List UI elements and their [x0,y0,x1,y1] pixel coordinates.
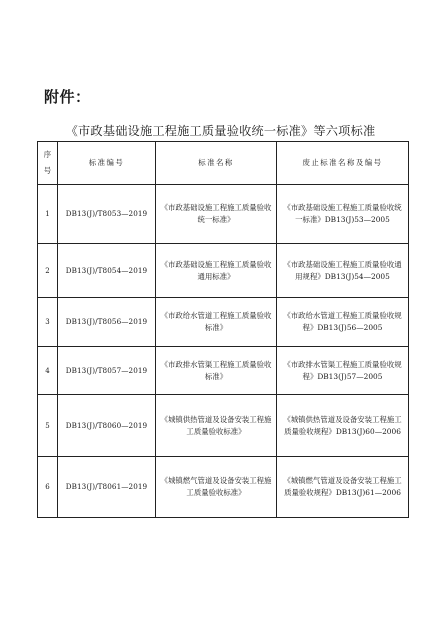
row-replaced-standard: 《城镇燃气管道及设备安装工程施工质量验收规程》DB13(J)61—2006 [277,457,409,518]
row-standard-name: 《市政给水管道工程施工质量验收标准》 [156,298,277,347]
column-header-seq: 序号 [38,142,58,185]
row-standard-code: DB13(J)/T8060—2019 [58,395,156,457]
row-standard-name: 《城镇供热管道及设备安装工程施工质量验收标准》 [156,395,277,457]
row-standard-name: 《市政基础设施工程施工质量验收通用标准》 [156,244,277,298]
column-header-code: 标准编号 [58,142,156,185]
row-seq: 4 [38,347,58,395]
row-seq: 1 [38,185,58,244]
table-row [38,298,409,347]
row-standard-code: DB13(J)/T8057—2019 [58,347,156,395]
row-standard-name: 《城镇燃气管道及设备安装工程施工质量验收标准》 [156,457,277,518]
table-row [38,457,409,518]
row-replaced-standard: 《市政基础设施工程施工质量验收通用规程》DB13(J)54—2005 [277,244,409,298]
row-replaced-standard: 《市政排水管渠工程施工质量验收规程》DB13(J)57—2005 [277,347,409,395]
row-standard-code: DB13(J)/T8053—2019 [58,185,156,244]
column-header-name: 标准名称 [156,142,277,185]
row-seq: 2 [38,244,58,298]
row-seq: 3 [38,298,58,347]
standards-table [37,141,409,518]
table-header-row [38,142,409,185]
row-standard-code: DB13(J)/T8061—2019 [58,457,156,518]
row-standard-code: DB13(J)/T8054—2019 [58,244,156,298]
table-row [38,395,409,457]
row-seq: 6 [38,457,58,518]
row-standard-name: 《市政基础设施工程施工质量验收统一标准》 [156,185,277,244]
table-row [38,244,409,298]
attachment-label: 附件： [44,88,91,106]
table-row [38,185,409,244]
table-row [38,347,409,395]
row-replaced-standard: 《城镇供热管道及设备安装工程施工质量验收规程》DB13(J)60—2006 [277,395,409,457]
column-header-replaced: 废止标准名称及编号 [277,142,409,185]
document-title: 《市政基础设施工程施工质量验收统一标准》等六项标准 [65,124,376,138]
row-seq: 5 [38,395,58,457]
row-standard-code: DB13(J)/T8056—2019 [58,298,156,347]
row-standard-name: 《市政排水管渠工程施工质量验收标准》 [156,347,277,395]
row-replaced-standard: 《市政基础设施工程施工质量验收统一标准》DB13(J)53—2005 [277,185,409,244]
row-replaced-standard: 《市政给水管道工程施工质量验收规程》DB13(J)56—2005 [277,298,409,347]
